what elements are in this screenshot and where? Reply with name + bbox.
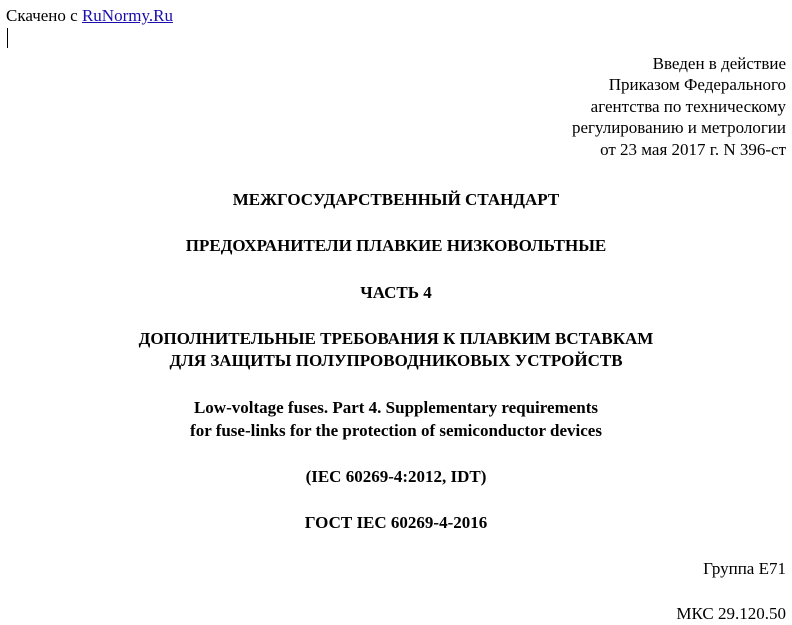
document-title: ПРЕДОХРАНИТЕЛИ ПЛАВКИЕ НИЗКОВОЛЬТНЫЕ bbox=[185, 236, 607, 255]
intro-line: Введен в действие bbox=[652, 54, 786, 73]
intro-line: Приказом Федерального bbox=[608, 75, 786, 95]
text-cursor bbox=[7, 28, 8, 48]
intro-line: от 23 мая 2017 г. N 396-ст bbox=[600, 139, 786, 159]
iec-reference: (IEC 60269-4:2012, IDT) bbox=[305, 467, 487, 486]
subtitle-line-2: ДЛЯ ЗАЩИТЫ ПОЛУПРОВОДНИКОВЫХ УСТРОЙСТВ bbox=[169, 351, 623, 370]
classification-group: Группа Е71 bbox=[703, 559, 786, 578]
part-number: ЧАСТЬ 4 bbox=[360, 283, 432, 302]
english-title-line-2: for fuse-links for the protection of semiconductor devices bbox=[190, 421, 602, 440]
intro-line: регулированию и метрологии bbox=[571, 118, 786, 138]
gost-number: ГОСТ IEC 60269-4-2016 bbox=[304, 513, 488, 532]
introduction-note bbox=[572, 53, 786, 160]
standard-type: МЕЖГОСУДАРСТВЕННЫЙ СТАНДАРТ bbox=[232, 190, 560, 209]
intro-line: агентства по техническому bbox=[590, 96, 786, 116]
source-line bbox=[6, 6, 173, 26]
subtitle-line-1: ДОПОЛНИТЕЛЬНЫЕ ТРЕБОВАНИЯ К ПЛАВКИМ ВСТАВКАМ bbox=[138, 329, 654, 348]
english-title-line-1: Low-voltage fuses. Part 4. Supplementary requirements bbox=[193, 398, 599, 417]
source-prefix: Скачено с bbox=[6, 6, 82, 25]
mks-code: МКС 29.120.50 bbox=[676, 604, 786, 623]
source-link[interactable]: RuNormy.Ru bbox=[81, 6, 173, 25]
